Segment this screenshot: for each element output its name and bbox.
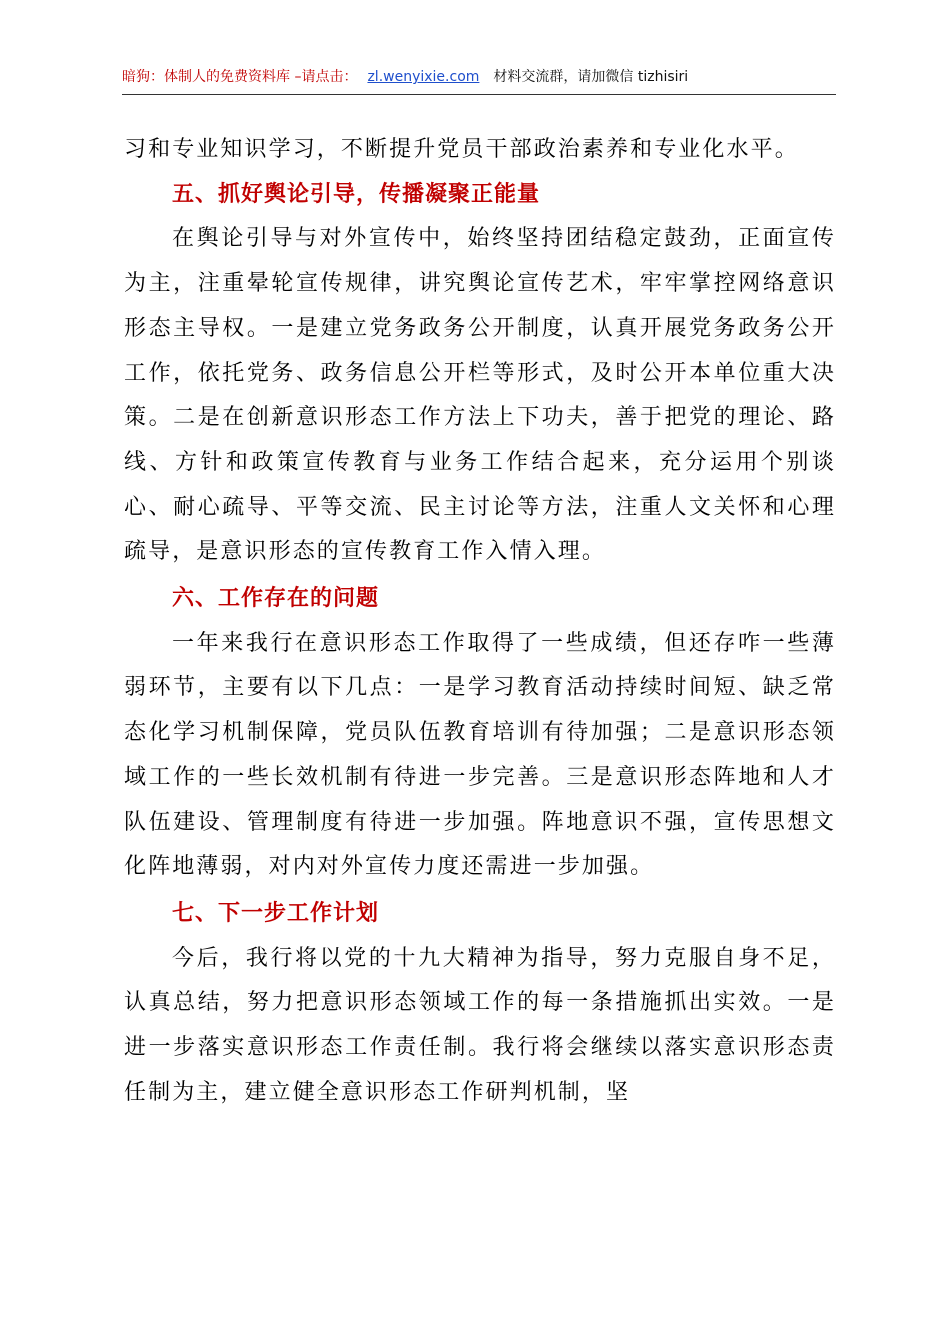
section-7-heading: 七、下一步工作计划 [172,900,380,926]
section-5-heading: 五、抓好舆论引导，传播凝聚正能量 [172,181,541,207]
section-6-heading: 六、工作存在的问题 [172,586,380,612]
section-5-paragraph: 在舆论引导与对外宣传中，始终坚持团结稳定鼓劲，正面宣传为主，注重晕轮宣传规律，讲究舆论宣传艺术，牢牢掌控网络意识形态主导权。一是建立党务政务公开制度，认真开展党务政务公开工作，依托党务、政务信息公开栏等形式，及时公开本单位重大决策。二是在创新意识形态工作方法上下功夫，善于把党的理论、路线、方针和政策宣传教育与业务工作结合起来，充分运用个别谈心、耐心疏导、平等交流、民主讨论等方法，注重人文关怀和心理疏导，是意识形态的宣传教育工作入情入理。 [124,226,836,565]
header-wechat-text: 材料交流群，请加微信 tizhisiri [493,69,689,85]
header-promo-text: 暗狗：体制人的免费资料库 –请点击： [122,69,358,85]
intro-paragraph-tail: 习和专业知识学习，不断提升党员干部政治素养和专业化水平。 [124,137,799,162]
header-website-link[interactable]: zl.wenyixie.com [367,69,480,85]
section-7-paragraph: 今后，我行将以党的十九大精神为指导，努力克服自身不足，认真总结，努力把意识形态领域工作的每一条措施抓出实效。一是进一步落实意识形态工作责任制。我行将会继续以落实意识形态责任制为主，建立健全意识形态工作研判机制，坚 [124,945,836,1105]
page-header [122,68,836,95]
section-6-paragraph: 一年来我行在意识形态工作取得了一些成绩，但还存咋一些薄弱环节，主要有以下几点：一是学习教育活动持续时间短、缺乏常态化学习机制保障，党员队伍教育培训有待加强；二是意识形态领域工作的一些长效机制有待进一步完善。三是意识形态阵地和人才队伍建设、管理制度有待进一步加强。阵地意识不强，宣传思想文化阵地薄弱，对内对外宣传力度还需进一步加强。 [124,630,836,880]
document-body [124,128,836,1115]
